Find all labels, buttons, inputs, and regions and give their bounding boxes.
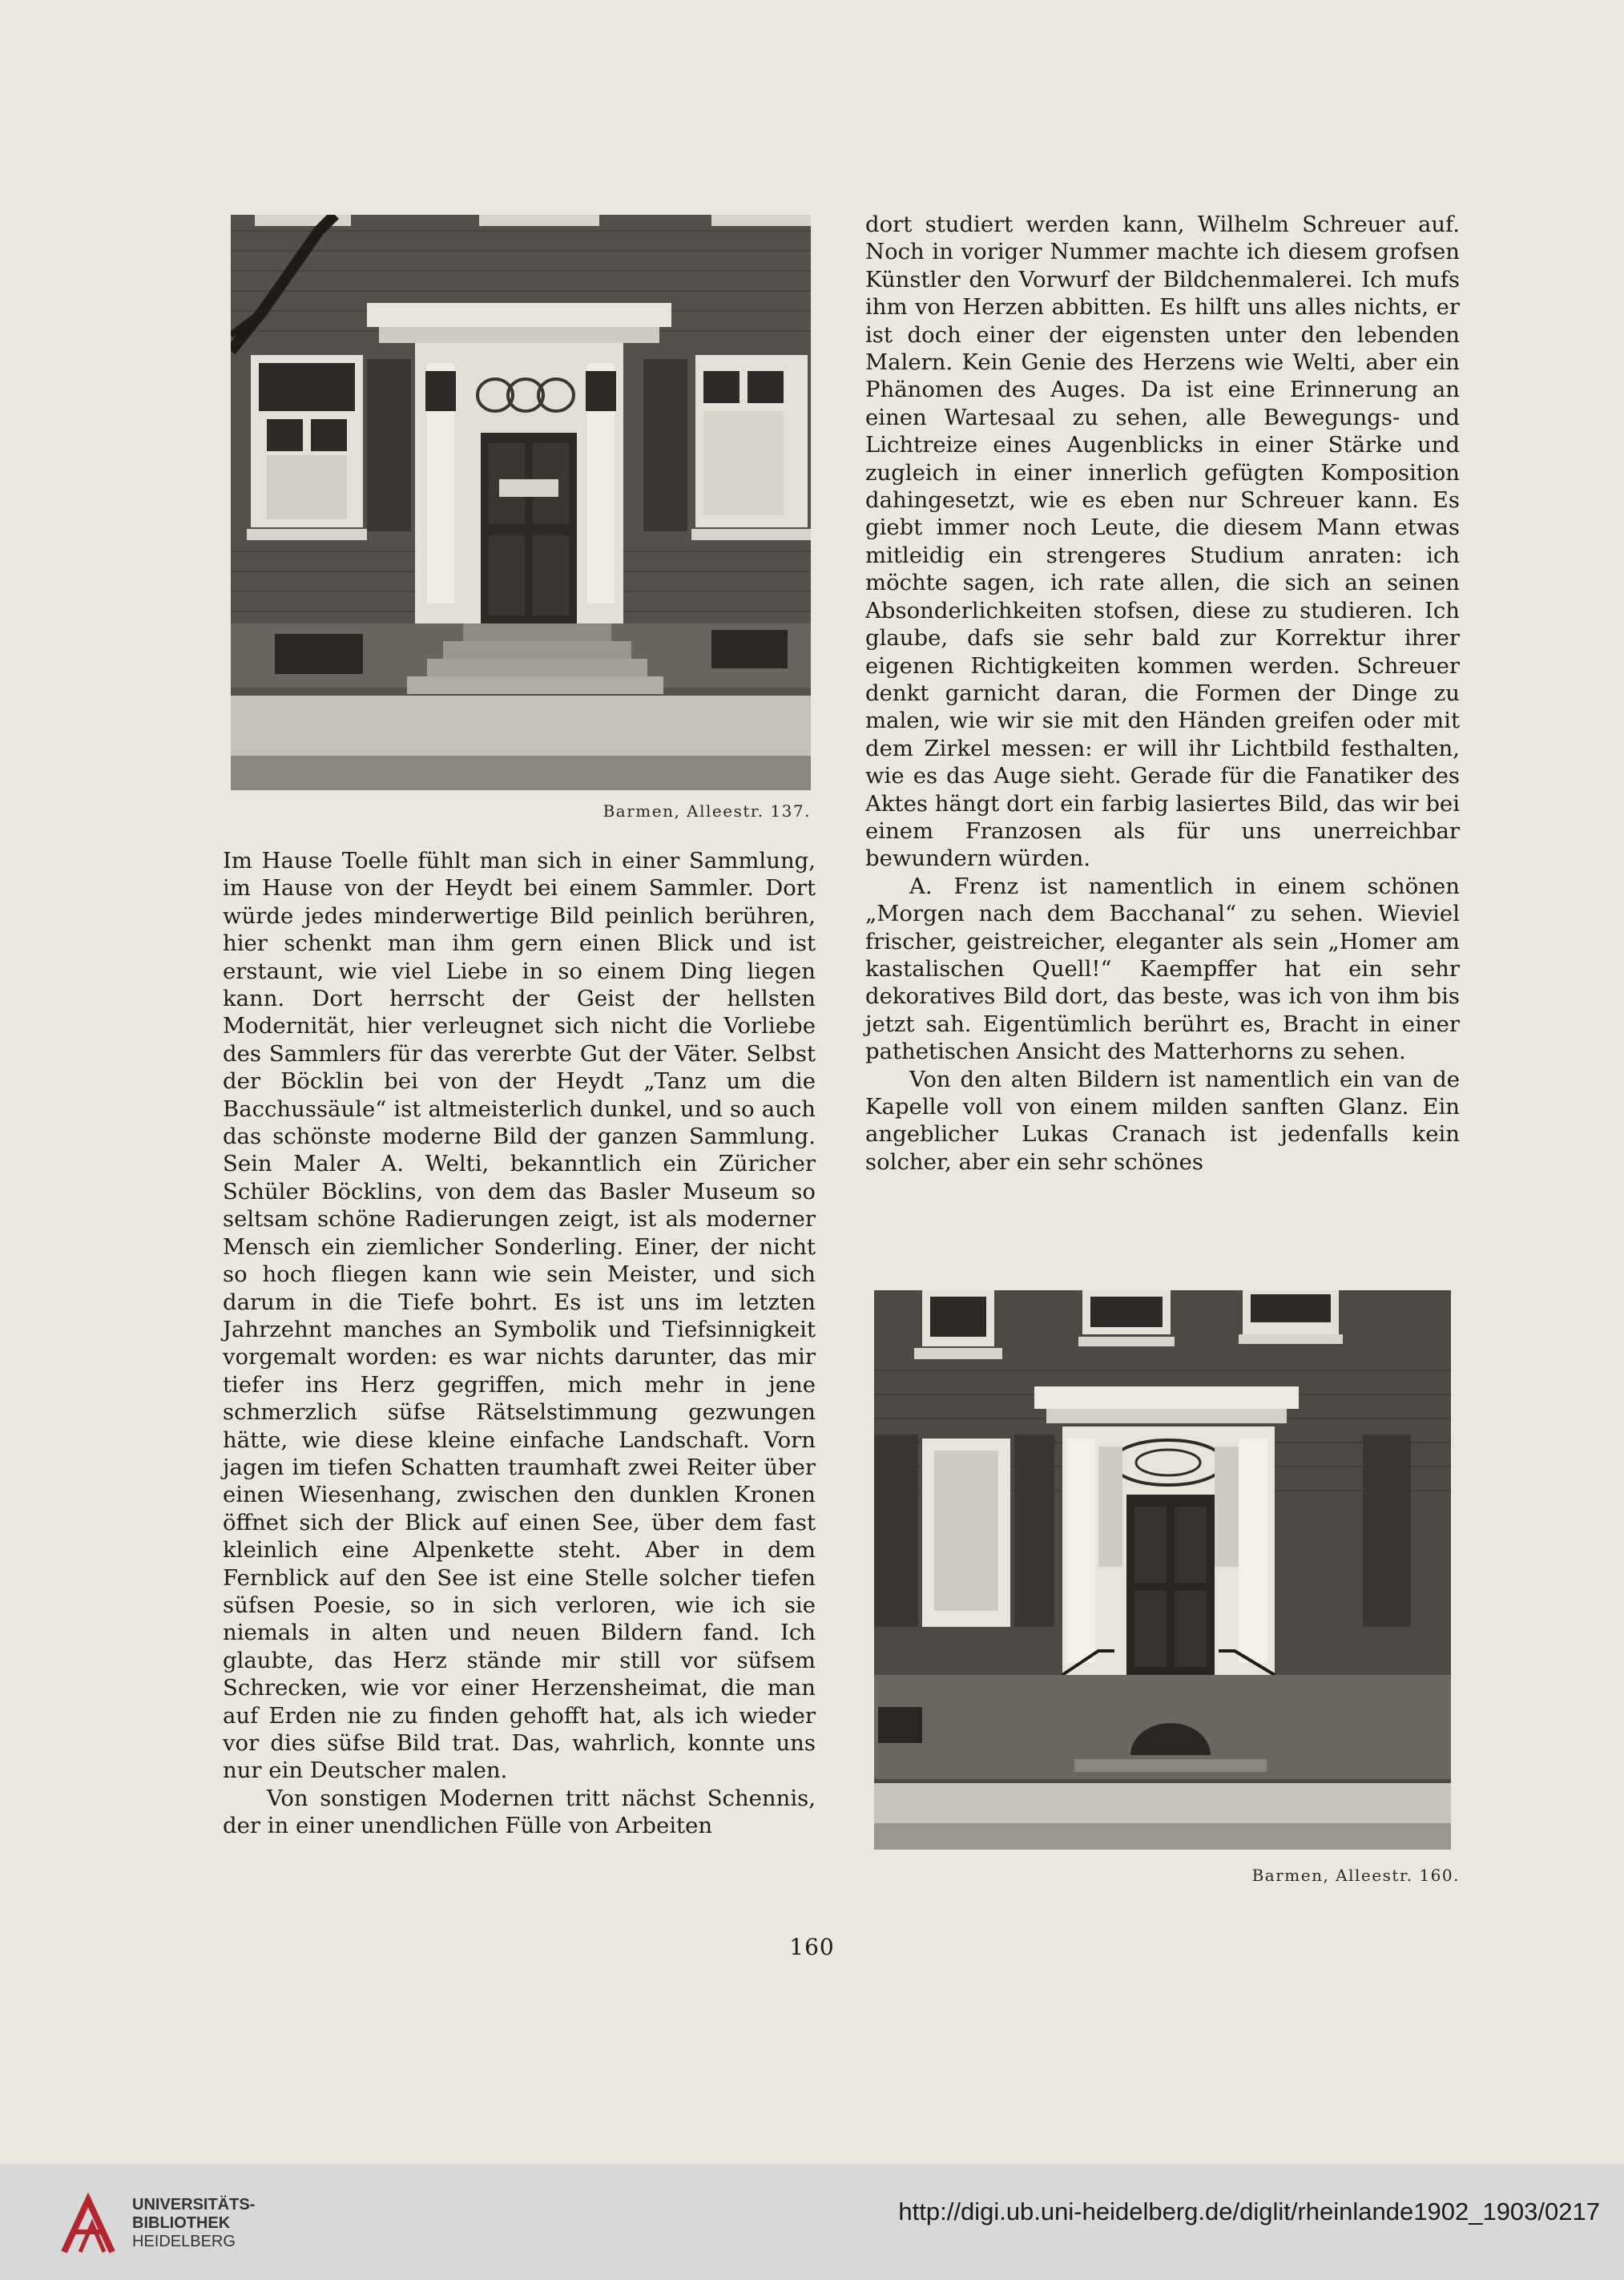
library-name-line: UNIVERSITÄTS-: [132, 2196, 256, 2213]
paragraph: dort studiert werden kann, Wilhelm Schreuer auf. Noch in voriger Nummer machte ich diesem grofsen Künstler den Vorwurf der Bildchenmalerei. Ich mufs ihm von Herzen abbitten. Es hilft uns alles nichts, er ist doch einer der eigensten unter den lebenden Malern. Kein Genie des Herzens wie Welti, aber ein Phänomen des Auges. Da ist eine Erinnerung an einen Wartesaal zu sehen, alle Bewegungs- und Lichtreize eines Augenblicks in einer Stärke und zugleich in einer innerlich gefügten Komposition dahingesetzt, wie es eben nur Schreuer kann. Es giebt immer noch Leute, die diesem Mann etwas mitleidig ein strengeres Studium anraten: ich möchte sagen, ich rate allen, die sich an seinen Absonderlichkeiten stofsen, diese zu studieren. Ich glaube, dafs sie sehr bald zur Korrektur ihrer eigenen Richtigkeiten kommen werden. Schreuer denkt garnicht daran, die Formen der Dinge zu malen, wie wir sie mit den Händen greifen oder mit dem Zirkel messen: er will ihr Lichtbild festhalten, wie es das Auge sieht. Gerade für die Fanatiker des Aktes hängt dort ein farbig lasiertes Bild, das wir bei einem Franzosen als für uns unerreichbar bewundern würden.: [865, 212, 1460, 872]
library-name: [132, 2196, 255, 2251]
article-column-right: [865, 211, 1460, 1176]
figure-caption: Barmen, Alleestr. 137.: [602, 801, 811, 821]
footer-bar: [0, 2164, 1624, 2280]
permalink-url[interactable]: http://digi.ub.uni-heidelberg.de/diglit/rheinlande1902_1903/0217: [898, 2197, 1600, 2226]
figure-caption: Barmen, Alleestr. 160.: [1251, 1866, 1460, 1885]
article-column-left: [223, 847, 816, 1840]
library-name-line: HEIDELBERG: [132, 2233, 236, 2250]
paragraph: Von sonstigen Modernen tritt nächst Schennis, der in einer unendlichen Fülle von Arbeiten: [223, 1785, 816, 1839]
house-facade-137-image: [231, 215, 811, 790]
house-facade-160-image: [874, 1290, 1451, 1850]
page-number: 160: [789, 1934, 835, 1960]
library-name-line: BIBLIOTHEK: [132, 2214, 231, 2232]
ub-heidelberg-logo-icon: [56, 2188, 120, 2260]
house-photo-alleestr-137: [231, 215, 811, 790]
paragraph: Von den alten Bildern ist namentlich ein van de Kapelle voll von einem milden sanften Glanz. Ein angeblicher Lukas Cranach ist jedenfalls kein solcher, aber ein sehr schönes: [865, 1066, 1460, 1175]
house-photo-alleestr-160: [874, 1290, 1451, 1850]
paragraph: A. Frenz ist namentlich in einem schönen „Morgen nach dem Bacchanal“ zu sehen. Wieviel frischer, geistreicher, eleganter als sein „Homer am kastalischen Quell!“ Kaempffer hat ein sehr dekoratives Bild dort, das beste, was ich von ihm bis jetzt sah. Eigentümlich berührt es, Bracht in einer pathetischen Ansicht des Matterhorns zu sehen.: [865, 873, 1460, 1065]
paragraph: Im Hause Toelle fühlt man sich in einer Sammlung, im Hause von der Heydt bei einem Sammler. Dort würde jedes minderwertige Bild peinlich berühren, hier schenkt man ihm gern einen Blick und ist erstaunt, wie viel Liebe in so einem Ding liegen kann. Dort herrscht der Geist der hellsten Modernität, hier verleugnet sich nicht die Vorliebe des Sammlers für das vererbte Gut der Väter. Selbst der Böcklin bei von der Heydt „Tanz um die Bacchussäule“ ist altmeisterlich dunkel, und so auch das schönste moderne Bild der ganzen Sammlung. Sein Maler A. Welti, bekanntlich ein Züricher Schüler Böcklins, von dem das Basler Museum so seltsam schöne Radierungen zeigt, ist als moderner Mensch ein ziemlicher Sonderling. Einer, der nicht so hoch fliegen kann wie sein Meister, und sich darum in die Tiefe bohrt. Es ist uns im letzten Jahrzehnt manches an Symbolik und Tiefsinnigkeit vorgemalt worden: es war nichts darunter, das mir tiefer ins Herz gegriffen, mich mehr in jene schmerzlich süfse Rätselstimmung gezwungen hätte, wie diese kleine einfache Landschaft. Vorn jagen im tiefen Schatten traumhaft zwei Reiter über einen Wiesenhang, zwischen den dunklen Kronen öffnet sich der Blick auf einen See, über dem fast kleinlich eine Alpenkette steht. Aber in dem Fernblick auf den See ist eine Stelle solcher tiefen süfsen Poesie, so in sich verloren, wie ich sie niemals in alten und neuen Bildern fand. Ich glaubte, das Herz stände mir still vor süfsem Schrecken, wie vor einer Herzensheimat, die man auf Erden nie zu finden gehofft hat, als ich wieder vor dies süfse Bild trat. Das, wahrlich, konnte uns nur ein Deutscher malen.: [223, 848, 816, 1784]
